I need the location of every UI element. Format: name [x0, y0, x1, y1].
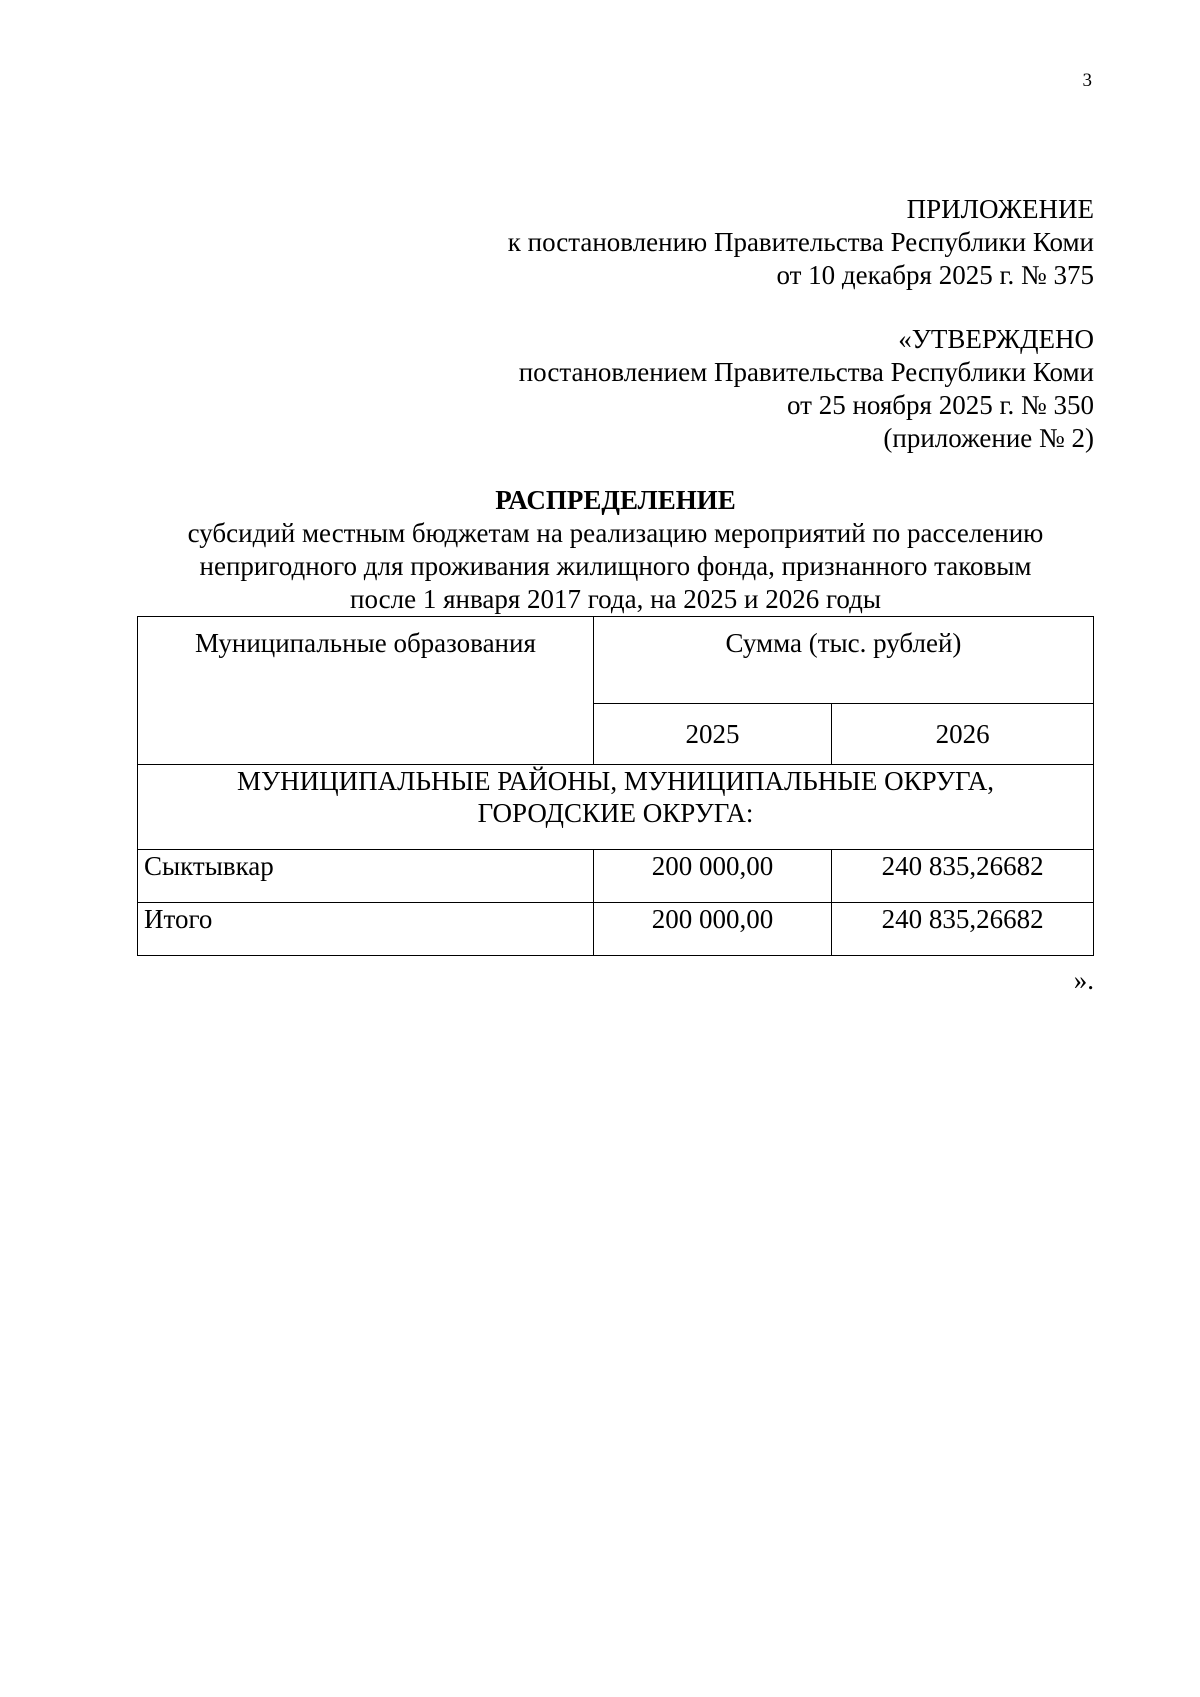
approved-header [519, 323, 1094, 455]
header-year-2026: 2026 [832, 704, 1094, 765]
appendix-label: ПРИЛОЖЕНИЕ [906, 194, 1094, 224]
appendix-reference: к постановлению Правительства Республики Коми [507, 227, 1094, 257]
document-subtitle-line-3: после 1 января 2017 года, на 2025 и 2026 годы [350, 584, 881, 614]
page-number: 3 [1082, 70, 1092, 91]
total-value-2026: 240 835,26682 [832, 903, 1094, 956]
row-value-2026: 240 835,26682 [832, 850, 1094, 903]
header-year-2025: 2025 [593, 704, 831, 765]
table-row [138, 850, 1094, 903]
section-heading [138, 765, 1094, 850]
document-title-block [137, 484, 1094, 616]
total-name: Итого [138, 903, 594, 956]
total-value-2025: 200 000,00 [593, 903, 831, 956]
document-title: РАСПРЕДЕЛЕНИЕ [495, 485, 736, 515]
document-subtitle-line-2: непригодного для проживания жилищного фонда, признанного таковым [199, 551, 1032, 581]
section-heading-line-2: ГОРОДСКИЕ ОКРУГА: [477, 798, 754, 828]
row-name: Сыктывкар [138, 850, 594, 903]
approved-reference: постановлением Правительства Республики Коми [518, 357, 1094, 387]
distribution-table [137, 616, 1094, 956]
document-subtitle-line-1: субсидий местным бюджетам на реализацию мероприятий по расселению [187, 518, 1044, 548]
approved-label: «УТВЕРЖДЕНО [898, 324, 1094, 354]
approved-date: от 25 ноября 2025 г. № 350 [787, 390, 1094, 420]
closing-quote: ». [1073, 965, 1094, 995]
row-value-2025: 200 000,00 [593, 850, 831, 903]
table-row-total [138, 903, 1094, 956]
appendix-header [508, 193, 1094, 292]
header-municipalities: Муниципальные образования [138, 617, 594, 765]
section-heading-line-1: МУНИЦИПАЛЬНЫЕ РАЙОНЫ, МУНИЦИПАЛЬНЫЕ ОКРУГА, [237, 766, 994, 796]
approved-appendix-number: (приложение № 2) [883, 423, 1094, 453]
table-section-row [138, 765, 1094, 850]
table-header-row [138, 617, 1094, 704]
appendix-date: от 10 декабря 2025 г. № 375 [776, 260, 1094, 290]
header-sum: Сумма (тыс. рублей) [593, 617, 1093, 704]
